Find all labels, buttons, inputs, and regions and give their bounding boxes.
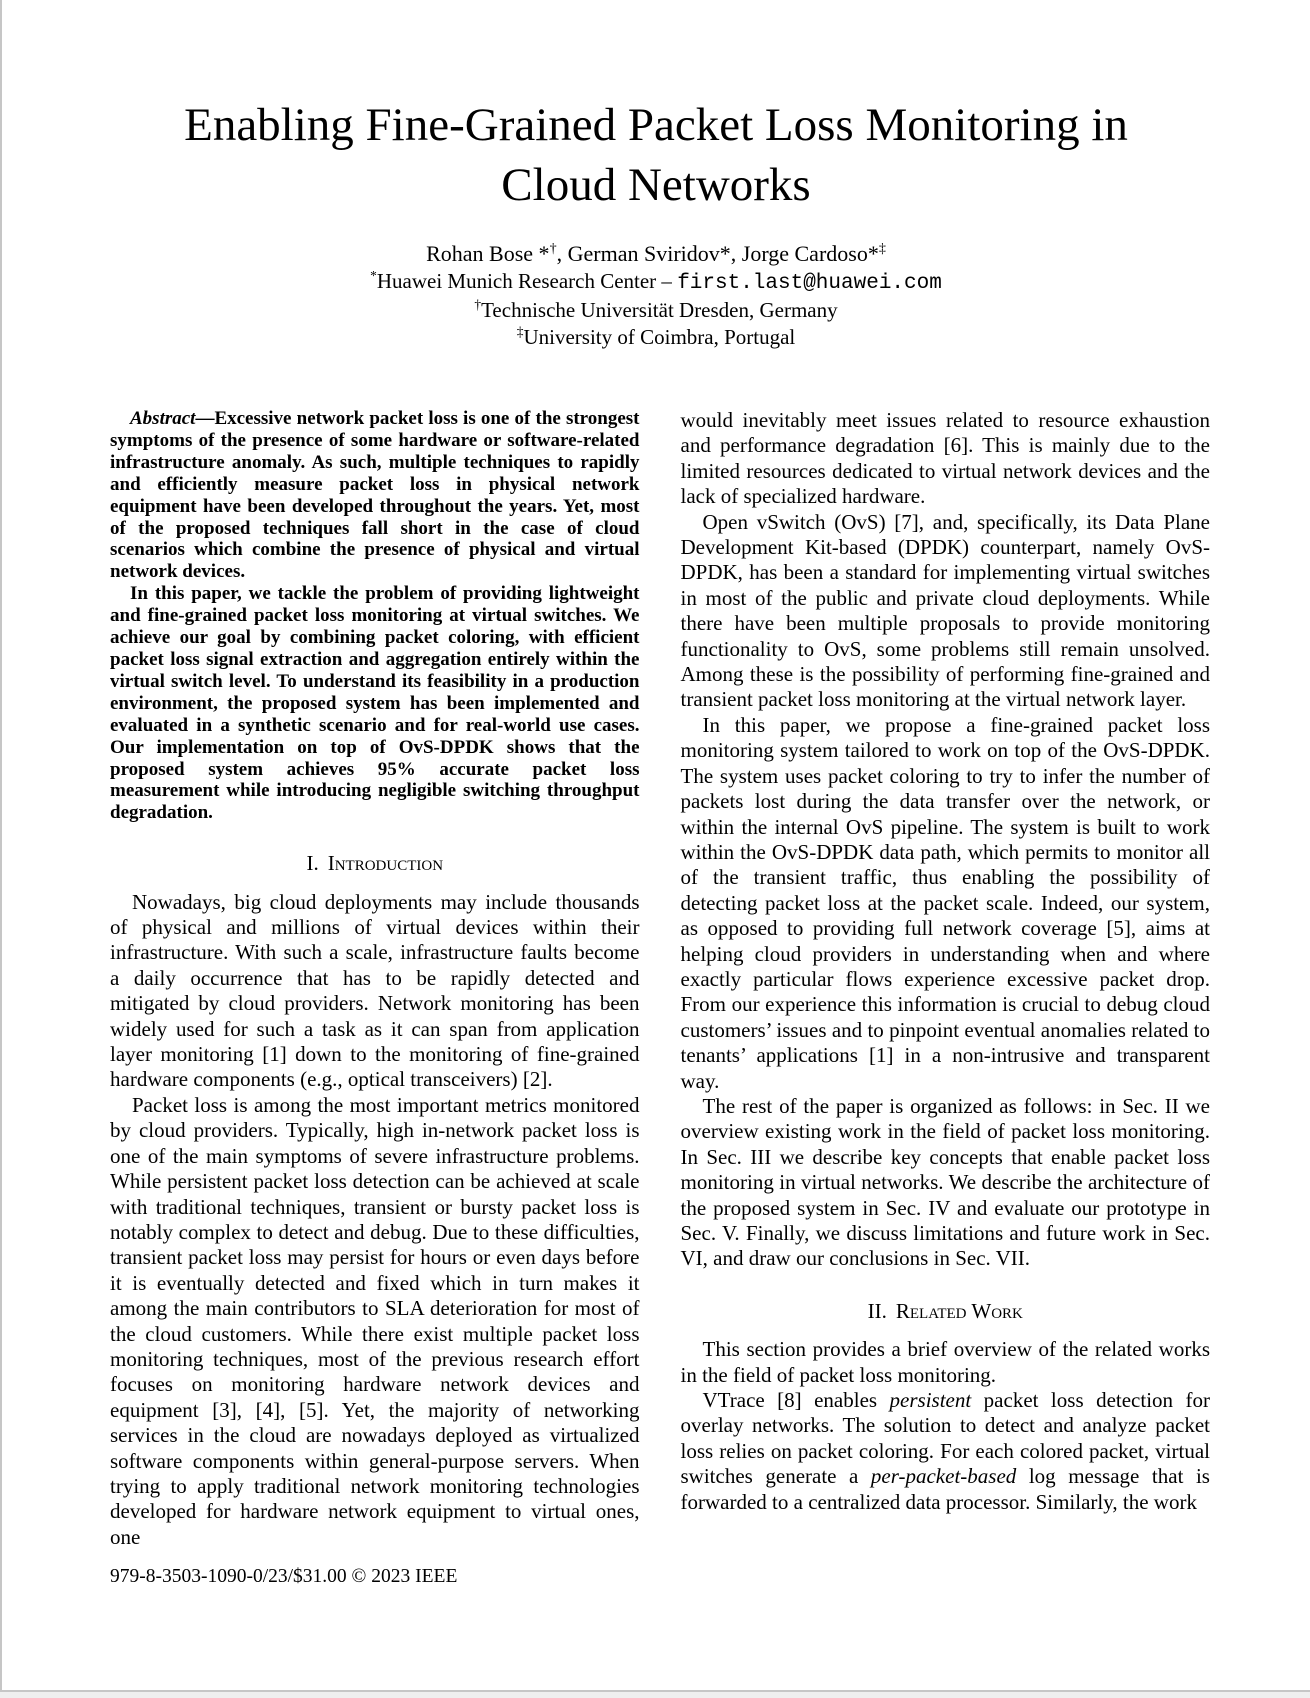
intro-paragraph-5: The rest of the paper is organized as follows: in Sec. II we overview existing work in the field of packet loss monitoring. In Sec. III we describe key concepts that enable packet loss monitoring in virtual networks. We describe the architecture of the proposed system in Sec. IV and evaluate our prototype in Sec. V. Finally, we discuss limitations and future work in Sec. VI, and draw our conclusions in Sec. VII.	[680, 1093, 1210, 1271]
author-marker-ddagger: ‡	[878, 240, 886, 257]
affiliation-huawei	[2, 268, 1310, 297]
authors-names-2: , German Sviridov*, Jorge Cardoso*	[556, 241, 879, 266]
affiliation-huawei-text: Huawei Munich Research Center –	[376, 269, 678, 293]
intro-paragraph-2-continuation: would inevitably meet issues related to resource exhaustion and performance degradation [6]. This is mainly due to the limited resources dedicated to virtual network devices and the lack of specialized hardware.	[680, 408, 1210, 509]
abstract-paragraph-1-text: —Excessive network packet loss is one of the strongest symptoms of the presence of some hardware or software-related infrastructure anomaly. As such, multiple techniques to rapidly and efficiently measure packet loss in physical network equipment have been developed throughout the years. Yet, most of the proposed techniques fall short in the case of cloud scenarios which combine the presence of physical and virtual network devices.	[110, 408, 640, 583]
affil-marker-ddagger: ‡	[516, 324, 524, 339]
authors-names-1: Rohan Bose *	[426, 241, 550, 266]
authors-line	[2, 240, 1310, 268]
right-column	[681, 408, 1211, 1589]
section-title-related-work: Related Work	[895, 1298, 1023, 1323]
related-work-p2-persistent: persistent	[889, 1388, 972, 1413]
affil-marker-star: *	[370, 268, 377, 283]
related-work-p2-a: VTrace [8] enables	[702, 1388, 890, 1413]
section-number-1: I.	[306, 851, 319, 876]
affil-marker-dagger: †	[474, 297, 482, 312]
abstract	[110, 408, 640, 824]
author-marker-dagger: †	[549, 240, 557, 257]
abstract-paragraph-1	[110, 408, 640, 583]
affiliation-coimbra	[2, 324, 1310, 351]
related-work-p2-c: packet loss detection for overlay networks. The solution to detect and analyze packet loss relies on packet coloring. For each colored packet, virtual switches generate a	[680, 1388, 1210, 1489]
abstract-paragraph-2: In this paper, we tackle the problem of providing lightweight and fine-grained packet loss monitoring at virtual switches. We achieve our goal by combining packet coloring, with efficient packet loss signal extraction and aggregation entirely within the virtual switch level. To understand its feasibility in a production environment, the proposed system has been implemented and evaluated in a synthetic scenario and for real-world use cases. Our implementation on top of OvS-DPDK shows that the proposed system achieves 95% accurate packet loss measurement while introducing negligible switching throughput degradation.	[110, 583, 640, 824]
section-title-introduction: Introduction	[327, 851, 444, 876]
intro-paragraph-1: Nowadays, big cloud deployments may include thousands of physical and millions of virtual devices within their infrastructure. With such a scale, infrastructure faults become a daily occurrence that has to be rapidly detected and mitigated by cloud providers. Network monitoring has been widely used for such a task as it can span from application layer monitoring [1] down to the monitoring of fine-grained hardware components (e.g., optical transceivers) [2].	[110, 889, 640, 1092]
affiliation-dresden	[2, 297, 1310, 324]
related-work-p2-e: log message that is forwarded to a centralized data processor. Similarly, the work	[680, 1464, 1210, 1514]
intro-paragraph-2: Packet loss is among the most important metrics monitored by cloud providers. Typically, high in-network packet loss is one of the main symptoms of severe infrastructure problems. While persistent packet loss detection can be achieved at scale with traditional techniques, transient or bursty packet loss is notably complex to detect and debug. Due to these difficulties, transient packet loss may persist for hours or even days before it is eventually detected and fixed which in turn makes it among the main contributors to SLA deterioration for most of the cloud customers. While there exist multiple packet loss monitoring techniques, most of the previous research effort focuses on monitoring hardware network devices and equipment [3], [4], [5]. Yet, the majority of networking services in the cloud are nowadays deployed as virtualized software components within general-purpose servers. When trying to apply traditional network monitoring technologies developed for hardware network equipment to virtual ones, one	[110, 1092, 640, 1549]
paper-title-line2: Cloud Networks	[501, 159, 811, 211]
intro-paragraph-3: Open vSwitch (OvS) [7], and, specifically, its Data Plane Development Kit-based (DPDK) counterpart, namely OvS-DPDK, has been a standard for implementing virtual switches in most of the public and private cloud deployments. While there have been multiple proposals to provide monitoring functionality to OvS, some problems still remain unsolved. Among these is the possibility of performing fine-grained and transient packet loss monitoring at the virtual network layer.	[680, 509, 1210, 712]
section-heading-introduction	[110, 851, 640, 876]
two-column-body	[110, 408, 1210, 1589]
contact-email: first.last@huawei.com	[677, 272, 942, 295]
section-number-2: II.	[867, 1298, 887, 1323]
related-work-p2-per-packet-based: per-packet-based	[870, 1464, 1017, 1489]
paper-title-line1: Enabling Fine-Grained Packet Loss Monitoring in	[184, 99, 1128, 151]
authors-block	[2, 240, 1310, 351]
paper-title	[2, 0, 1310, 215]
affiliation-dresden-text: Technische Universität Dresden, Germany	[481, 298, 838, 322]
abstract-lead: Abstract	[130, 408, 196, 429]
intro-paragraph-4: In this paper, we propose a fine-grained packet loss monitoring system tailored to work on top of the OvS-DPDK. The system uses packet coloring to try to infer the number of packets lost during the data transfer over the network, or within the internal OvS pipeline. The system is built to work within the OvS-DPDK data path, which permits to monitor all of the transient traffic, thus enabling the possibility of detecting packet loss at the packet scale. Indeed, our system, as opposed to providing full network coverage [5], aims at helping cloud providers in understanding when and where exactly particular flows experience excessive packet drop. From our experience this information is crucial to debug cloud customers’ issues and to pinpoint eventual anomalies related to tenants’ applications [1] in a non-intrusive and transparent way.	[680, 712, 1210, 1093]
copyright-footnote: 979-8-3503-1090-0/23/$31.00 © 2023 IEEE	[110, 1566, 458, 1588]
related-work-paragraph-1: This section provides a brief overview of the related works in the field of packet loss monitoring.	[680, 1337, 1210, 1387]
affiliation-coimbra-text: University of Coimbra, Portugal	[523, 325, 796, 349]
section-heading-related-work	[681, 1299, 1211, 1324]
left-column	[110, 408, 640, 1589]
related-work-paragraph-2	[681, 1388, 1211, 1515]
